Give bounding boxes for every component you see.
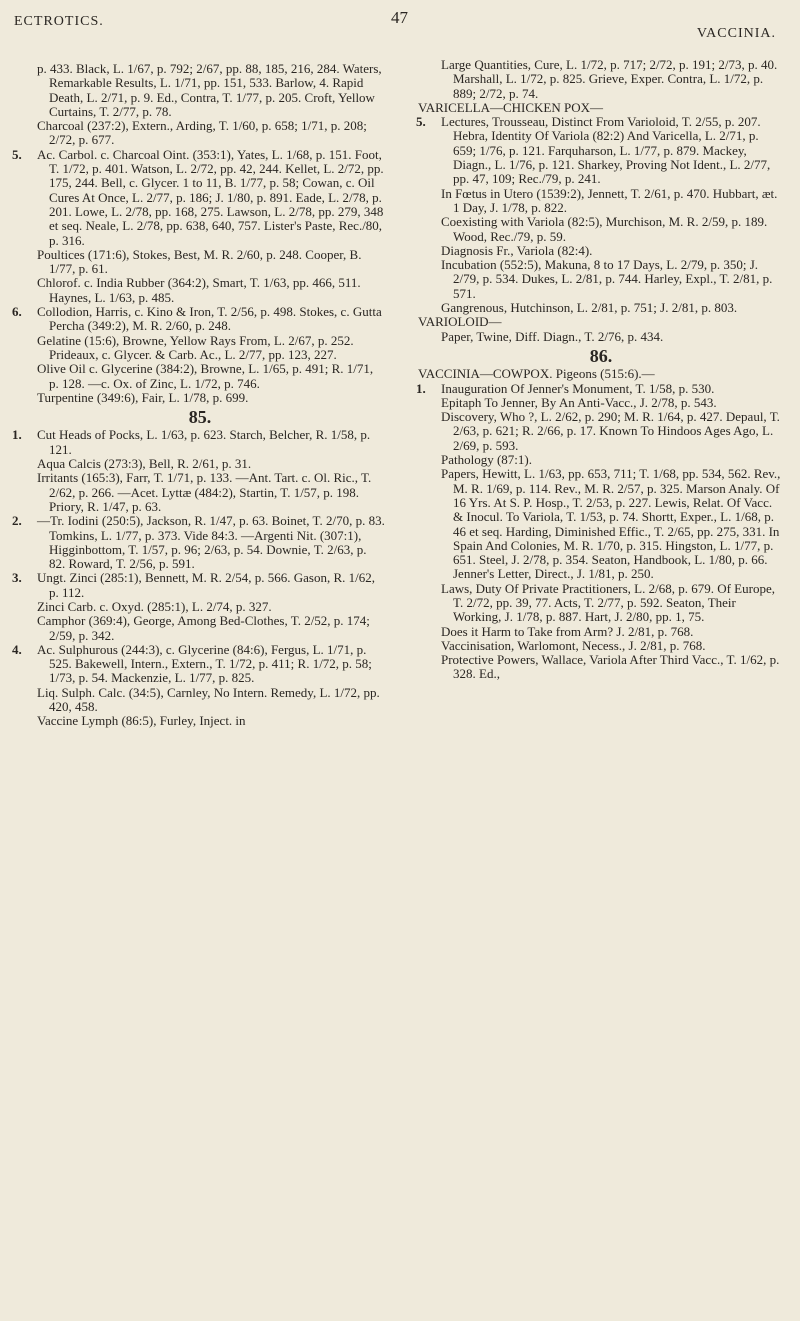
- index-entry: [418, 258, 784, 301]
- entry-number: 3.: [12, 570, 22, 586]
- entry-text: Ac. Sulphurous (244:3), c. Glycerine (84:6), Fergus, L. 1/71, p. 525. Bakewell, Intern., Extern., T. 1/72, p. 411; R. 1/72, p. 58; 1/73, p. 54. Mackenzie, L. 1/77, p. 825.: [37, 641, 372, 686]
- index-entry: [418, 187, 784, 216]
- entry-text: Gangrenous, Hutchinson, L. 2/81, p. 751; J. 2/81, p. 803.: [441, 300, 738, 316]
- entry-text: Incubation (552:5), Makuna, 8 to 17 Days, L. 2/79, p. 350; J. 2/79, p. 534. Dukes, L. 2/81, p. 744. Harley, Expl., T. 2/81, p. 571.: [441, 257, 773, 301]
- entry-number: 1.: [416, 380, 426, 396]
- entry-text: Vaccine Lymph (86:5), Furley, Inject. in: [37, 713, 246, 729]
- entry-number: 5.: [12, 146, 22, 162]
- entry-text: Laws, Duty Of Private Practitioners, L. 2/68, p. 679. Of Europe, T. 2/72, pp. 39, 77. Acts, T. 2/77, p. 592. Seaton, Their Working, J. 1/78, p. 887. Hart, J. 2/80, pp. 1, 75.: [441, 580, 775, 625]
- index-entry: [14, 391, 386, 405]
- entry-text: Inauguration Of Jenner's Monument, T. 1/58, p. 530.: [441, 380, 715, 396]
- entry-text: Chlorof. c. India Rubber (364:2), Smart, T. 1/63, pp. 466, 511. Haynes, L. 1/63, p. 485.: [37, 275, 361, 305]
- entry-number: 4.: [12, 641, 22, 657]
- page-number: 47: [391, 8, 408, 27]
- entry-text: Liq. Sulph. Calc. (34:5), Carnley, No Intern. Remedy, L. 1/72, pp. 420, 458.: [37, 684, 380, 715]
- entry-number: 5.: [416, 114, 426, 130]
- entry-text: Paper, Twine, Diff. Diagn., T. 2/76, p. 434.: [441, 328, 664, 344]
- index-entry: [418, 396, 784, 410]
- index-entry: [14, 305, 386, 334]
- index-entry: [418, 115, 784, 186]
- entry-text: Irritants (165:3), Farr, T. 1/71, p. 133. —Ant. Tart. c. Ol. Ric., T. 2/62, p. 266. —Acet. Lyttæ (484:2), Startin, T. 1/57, p. 198. Priory, R. 1/47, p. 63.: [37, 470, 372, 514]
- left-column: [14, 62, 386, 729]
- entry-text: Poultices (171:6), Stokes, Best, M. R. 2/60, p. 248. Cooper, B. 1/77, p. 61.: [37, 246, 362, 277]
- entry-text: Diagnosis Fr., Variola (82:4).: [441, 242, 593, 258]
- entry-text: Zinci Carb. c. Oxyd. (285:1), L. 2/74, p. 327.: [37, 598, 272, 614]
- entry-text: Ungt. Zinci (285:1), Bennett, M. R. 2/54, p. 566. Gason, R. 1/62, p. 112.: [37, 570, 375, 600]
- index-entry: [418, 244, 784, 258]
- entry-text: Cut Heads of Pocks, L. 1/63, p. 623. Starch, Belcher, R. 1/58, p. 121.: [37, 427, 371, 457]
- index-entry: [418, 453, 784, 467]
- entry-text: Camphor (369:4), George, Among Bed-Clothes, T. 2/52, p. 174; 2/59, p. 342.: [37, 613, 370, 643]
- index-entry: [14, 514, 386, 571]
- subject-heading: VARICELLA—CHICKEN POX—: [418, 99, 604, 115]
- index-entry: [418, 625, 784, 639]
- entry-text: Discovery, Who ?, L. 2/62, p. 290; M. R. 1/64, p. 427. Depaul, T. 2/63, p. 621; R. 2/66, p. 17. Known To Hindoos Ages Ago, L. 2/69, p. 593.: [441, 409, 780, 453]
- index-entry: [418, 382, 784, 396]
- index-entry: [418, 330, 784, 344]
- index-entry: [14, 276, 386, 305]
- entry-number: 1.: [12, 427, 22, 443]
- index-entry: [14, 686, 386, 715]
- index-entry: [14, 714, 386, 728]
- section-number: 85.: [188, 407, 212, 428]
- index-entry: [418, 639, 784, 653]
- entry-text: Gelatine (15:6), Browne, Yellow Rays From, L. 2/67, p. 252. Prideaux, c. Glycer. & Carb. Ac., L. 2/77, pp. 123, 227.: [37, 332, 354, 362]
- entry-text: p. 433. Black, L. 1/67, p. 792; 2/67, pp. 88, 185, 216, 284. Waters, Remarkable Results, L. 1/71, pp. 151, 533. Barlow, 4. Rapid Death, L. 2/71, p. 9. Ed., Contra, T. 1/77, p. 205. Croft, Yellow Curtains, T. 2/77, p. 78.: [37, 61, 382, 119]
- entry-text: In Fœtus in Utero (1539:2), Jennett, T. 2/61, p. 470. Hubbart, æt. 1 Day, J. 1/78, p. 822.: [441, 185, 778, 215]
- index-entry: [14, 600, 386, 614]
- entry-text: Olive Oil c. Glycerine (384:2), Browne, L. 1/65, p. 491; R. 1/71, p. 128. —c. Ox. of Zinc, L. 1/72, p. 746.: [37, 361, 374, 391]
- section-number: 86.: [589, 345, 613, 366]
- header-left-title: ECTROTICS.: [14, 14, 104, 29]
- entry-text: Coexisting with Variola (82:5), Murchison, M. R. 2/59, p. 189. Wood, Rec./79, p. 59.: [441, 214, 768, 244]
- index-entry: [418, 215, 784, 244]
- header-right-title: VACCINIA.: [696, 26, 776, 41]
- index-entry: [418, 301, 784, 315]
- index-entry: [418, 58, 784, 101]
- entry-text: Protective Powers, Wallace, Variola After Third Vacc., T. 1/62, p. 328. Ed.,: [441, 652, 780, 682]
- index-entry: [14, 119, 386, 148]
- index-entry: [14, 571, 386, 600]
- index-entry: [418, 582, 784, 625]
- subject-heading: VACCINIA—COWPOX. Pigeons (515:6).—: [418, 366, 655, 382]
- entry-text: Papers, Hewitt, L. 1/63, pp. 653, 711; T. 1/68, pp. 534, 562. Rev., M. R. 1/69, p. 114. Rev., M. R. 2/57, p. 325. Marson Analy. Of 16 Yrs. At S. P. Hosp., T. 2/53, p. 227. Lewis, Relat. Of Vacc. & Inocul. To Variola, T. 1/53, p. 74. Shortt, Exper., L. 1/68, p. 46 et seq. Harding, Diminished Effic., T. 2/65, pp. 275, 331. In Spain And Colonies, M. R. 1/70, p. 315. Hingston, L. 1/77, p. 651. Steel, J. 2/78, p. 354. Seaton, Handbook, L. 1/80, p. 66. Jenner's Letter, Direct., J. 1/81, p. 250.: [441, 466, 781, 582]
- entry-text: Turpentine (349:6), Fair, L. 1/78, p. 699.: [37, 389, 249, 405]
- entry-text: —Tr. Iodini (250:5), Jackson, R. 1/47, p. 63. Boinet, T. 2/70, p. 83. Tomkins, L. 1/77, p. 373. Vide 84:3. —Argenti Nit. (307:1), Higginbottom, T. 1/57, p. 96; 2/63, p. 54. Downie, T. 2/63, p. 82. Roward, T. 2/56, p. 591.: [37, 513, 385, 572]
- index-entry: [14, 62, 386, 119]
- entry-number: 2.: [12, 513, 22, 529]
- index-entry: [14, 614, 386, 643]
- index-entry: [418, 467, 784, 581]
- entry-text: Does it Harm to Take from Arm? J. 2/81, p. 768.: [441, 623, 694, 639]
- entry-number: 6.: [12, 304, 22, 320]
- entry-text: Collodion, Harris, c. Kino & Iron, T. 2/56, p. 498. Stokes, c. Gutta Percha (349:2), M. R. 2/60, p. 248.: [37, 304, 382, 334]
- index-entry: [418, 410, 784, 453]
- right-column: [418, 58, 784, 682]
- index-entry: [14, 362, 386, 391]
- entry-text: Vaccinisation, Warlomont, Necess., J. 2/81, p. 768.: [441, 637, 706, 653]
- index-entry: [14, 471, 386, 514]
- index-entry: [14, 457, 386, 471]
- index-entry: [418, 653, 784, 682]
- subject-heading: VARIOLOID—: [418, 314, 502, 330]
- entry-text: Aqua Calcis (273:3), Bell, R. 2/61, p. 31.: [37, 456, 252, 472]
- index-entry: [14, 334, 386, 363]
- index-entry: [14, 148, 386, 248]
- entry-text: Charcoal (237:2), Extern., Arding, T. 1/60, p. 658; 1/71, p. 208; 2/72, p. 677.: [37, 118, 367, 148]
- index-entry: [14, 248, 386, 277]
- entry-text: Pathology (87:1).: [441, 452, 532, 468]
- index-entry: [14, 428, 386, 457]
- entry-text: Large Quantities, Cure, L. 1/72, p. 717; 2/72, p. 191; 2/73, p. 40. Marshall, L. 1/72, p. 825. Grieve, Exper. Contra, L. 1/72, p. 889; 2/72, p. 74.: [441, 57, 778, 101]
- running-header: [0, 6, 800, 41]
- entry-text: Lectures, Trousseau, Distinct From Varioloid, T. 2/55, p. 207. Hebra, Identity Of Variola (82:2) And Varicella, L. 2/71, p. 659; 1/76, p. 121. Farquharson, L. 1/77, p. 879. Mackey, Diagn., L. 1/76, p. 121. Sharkey, Proving Not Ident., L. 2/77, pp. 47, 109; Rec./79, p. 241.: [441, 114, 771, 187]
- entry-text: Ac. Carbol. c. Charcoal Oint. (353:1), Yates, L. 1/68, p. 151. Foot, T. 1/72, p. 401. Watson, L. 2/72, pp. 42, 244. Kellet, L. 2/72, pp. 175, 244. Bell, c. Glycer. 1 to 11, B. 1/77, p. 58; Cowan, c. Oil Cures At Once, L. 2/77, p. 186; J. 1/80, p. 891. Eade, L. 2/78, p. 201. Lowe, L. 2/78, pp. 168, 275. Lawson, L. 2/78, pp. 279, 348 et seq. Neale, L. 2/78, pp. 638, 640, 757. Lister's Paste, Rec./80, p. 316.: [37, 146, 384, 248]
- index-entry: [14, 643, 386, 686]
- entry-text: Epitaph To Jenner, By An Anti-Vacc., J. 2/78, p. 543.: [441, 394, 717, 410]
